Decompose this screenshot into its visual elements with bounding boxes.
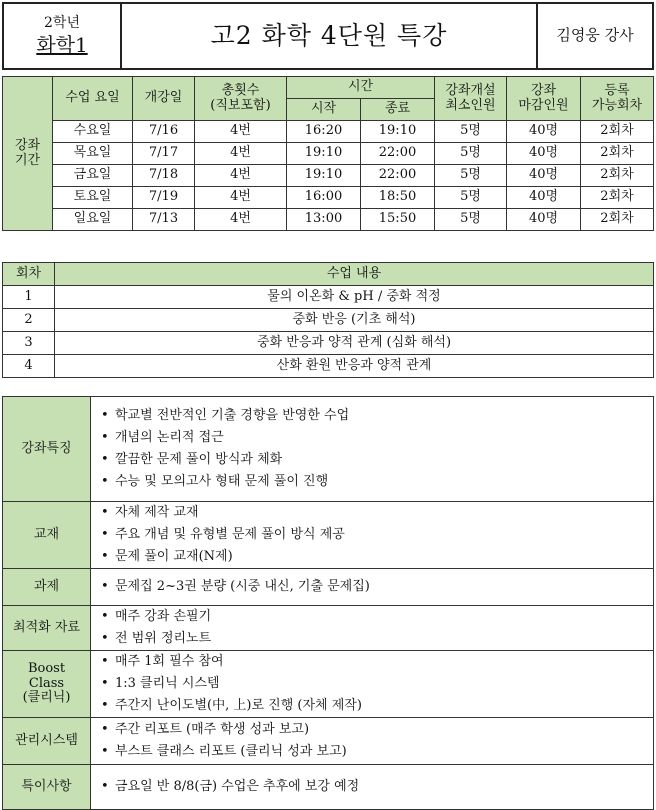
- schedule-row: 토요일 7/19 4번 16:00 18:50 5명 40명 2회차: [3, 187, 654, 209]
- schedule-side-label: 강좌 기간: [3, 77, 53, 231]
- feature-label: 과제: [3, 569, 91, 606]
- header-sessions: 총횟수 (직보포함): [195, 77, 287, 121]
- feature-item: • 전 범위 정리노트: [101, 631, 212, 646]
- schedule-row: 수요일 7/16 4번 16:20 19:10 5명 40명 2회차: [3, 121, 654, 143]
- feature-item: • 수능 및 모의고사 형태 문제 풀이 진행: [101, 474, 329, 489]
- header-time: 시간: [287, 77, 435, 99]
- content-row: 3 중화 반응과 양적 관계 (심화 해석): [3, 332, 654, 355]
- feature-item: • 문제집 2~3권 분량 (시중 내신, 기출 문제집): [101, 579, 370, 594]
- grade-subject-cell: [3, 3, 121, 69]
- schedule-row: 일요일 7/13 4번 13:00 15:50 5명 40명 2회차: [3, 209, 654, 231]
- feature-item: • 부스트 클래스 리포트 (클리닉 성과 보고): [101, 744, 347, 759]
- feature-label: 교재: [3, 502, 91, 569]
- feature-item: • 학교별 전반적인 기출 경향을 반영한 수업: [101, 408, 350, 423]
- schedule-table: [2, 76, 654, 231]
- feature-label: 최적화 자료: [3, 606, 91, 651]
- header-time-start: 시작: [287, 99, 361, 121]
- schedule-row: 금요일 7/18 4번 19:10 22:00 5명 40명 2회차: [3, 165, 654, 187]
- teacher-name: 김영웅 강사: [537, 3, 653, 69]
- header-min: 강좌개설 최소인원: [435, 77, 507, 121]
- feature-item: • 주요 개념 및 유형별 문제 풀이 방식 제공: [101, 527, 345, 542]
- feature-section: [3, 651, 654, 718]
- feature-label: 관리시스템: [3, 718, 91, 765]
- feature-section: [3, 502, 654, 569]
- header-session-no: 회차: [3, 263, 55, 286]
- feature-label: Boost Class (클리닉): [3, 651, 91, 718]
- feature-label: 강좌특징: [3, 397, 91, 502]
- header-time-end: 종료: [361, 99, 435, 121]
- header-table: [2, 2, 654, 70]
- header-max: 강좌 마감인원: [507, 77, 581, 121]
- feature-section: [3, 718, 654, 765]
- feature-section: [3, 765, 654, 810]
- feature-item: • 주간지 난이도별(中, 上)로 진행 (자체 제작): [101, 698, 362, 713]
- features-table: [2, 396, 654, 810]
- feature-item: • 개념의 논리적 접근: [101, 430, 224, 445]
- feature-item: • 매주 강좌 손필기: [101, 609, 212, 624]
- feature-section: [3, 397, 654, 502]
- feature-item: • 깔끔한 문제 풀이 방식과 체화: [101, 452, 283, 467]
- content-row: 1 물의 이온화 & pH / 중화 적정: [3, 286, 654, 309]
- feature-item: • 자체 제작 교재: [101, 505, 199, 520]
- schedule-row: 목요일 7/17 4번 19:10 22:00 5명 40명 2회차: [3, 143, 654, 165]
- content-row: 4 산화 환원 반응과 양적 관계: [3, 355, 654, 378]
- feature-item: • 매주 1회 필수 참여: [101, 654, 224, 669]
- grade-label: 2학년: [44, 15, 80, 32]
- content-table: [2, 262, 654, 378]
- content-row: 2 중화 반응 (기초 해석): [3, 309, 654, 332]
- feature-item: • 문제 풀이 교재(N제): [101, 549, 233, 564]
- feature-label: 특이사항: [3, 765, 91, 810]
- header-day: 수업 요일: [53, 77, 133, 121]
- course-title: 고2 화학 4단원 특강: [121, 3, 537, 69]
- subject-label: 화학1: [36, 32, 88, 57]
- header-reg: 등록 가능회차: [581, 77, 654, 121]
- feature-item: • 주간 리포트 (매주 학생 성과 보고): [101, 722, 310, 737]
- feature-section: [3, 569, 654, 606]
- feature-item: • 1:3 클리닉 시스템: [101, 676, 220, 691]
- feature-section: [3, 606, 654, 651]
- feature-item: • 금요일 반 8/8(금) 수업은 추후에 보강 예정: [101, 779, 360, 794]
- header-content: 수업 내용: [55, 263, 654, 286]
- header-start-date: 개강일: [133, 77, 195, 121]
